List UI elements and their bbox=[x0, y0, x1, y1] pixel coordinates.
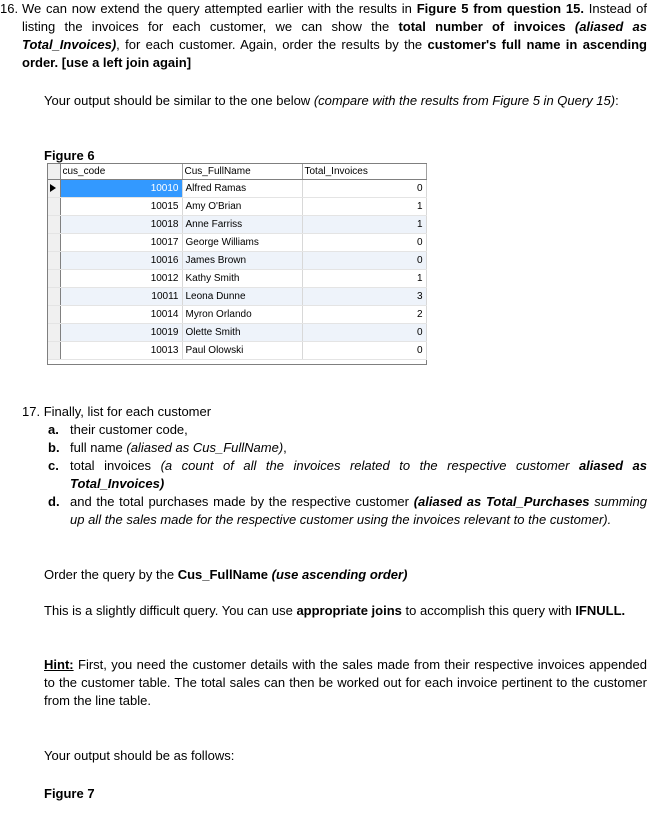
question-16-text: 16. We can now extend the query attempted earlier with the results in Figure 5 from question 15. Instead of listing the invoices for each customer, we can show the total number of invoices (aliased as Total_Invoices), for each customer. Again, order the results by the customer's full name in ascending order. [use a left join again] bbox=[0, 1, 647, 70]
cell-cus-fullname[interactable]: Paul Olowski bbox=[182, 342, 302, 360]
output-instruction: Your output should be similar to the one below (compare with the results from Figure 5 in Query 15): bbox=[44, 93, 619, 108]
table-row[interactable] bbox=[48, 306, 426, 324]
table-row[interactable] bbox=[48, 180, 426, 198]
cell-cus-code[interactable]: 10019 bbox=[60, 324, 182, 342]
cell-cus-fullname[interactable]: Leona Dunne bbox=[182, 288, 302, 306]
cell-total-invoices[interactable]: 0 bbox=[302, 234, 426, 252]
list-item-c: c. total invoices (a count of all the invoices related to the respective customer aliased as Total_Invoices) bbox=[48, 458, 648, 491]
cell-cus-fullname[interactable]: Alfred Ramas bbox=[182, 180, 302, 198]
row-selector[interactable] bbox=[48, 180, 60, 198]
difficulty-note: This is a slightly difficult query. You can use appropriate joins to accomplish this query with IFNULL. bbox=[44, 603, 626, 618]
table-row[interactable] bbox=[48, 234, 426, 252]
row-selector[interactable] bbox=[48, 288, 60, 306]
cell-cus-code[interactable]: 10014 bbox=[60, 306, 182, 324]
table-row[interactable] bbox=[48, 288, 426, 306]
table-row[interactable] bbox=[48, 270, 426, 288]
column-header-cus-code[interactable]: cus_code bbox=[60, 164, 182, 180]
list-item-d: d. and the total purchases made by the respective customer (aliased as Total_Purchases summing up all the sales made for the respective customer using the invoices relevant to the customer). bbox=[48, 494, 647, 527]
row-selector[interactable] bbox=[48, 234, 60, 252]
cell-cus-code[interactable]: 10010 bbox=[60, 180, 182, 198]
cell-cus-fullname[interactable]: George Williams bbox=[182, 234, 302, 252]
order-instruction: Order the query by the Cus_FullName (use ascending order) bbox=[44, 567, 408, 582]
list-item-a: a. their customer code, bbox=[48, 422, 188, 437]
cell-total-invoices[interactable]: 0 bbox=[302, 180, 426, 198]
row-selector[interactable] bbox=[48, 252, 60, 270]
cell-cus-fullname[interactable]: Kathy Smith bbox=[182, 270, 302, 288]
row-selector[interactable] bbox=[48, 324, 60, 342]
cell-total-invoices[interactable]: 1 bbox=[302, 198, 426, 216]
cell-cus-fullname[interactable]: Olette Smith bbox=[182, 324, 302, 342]
row-selector-header bbox=[48, 164, 60, 180]
cell-cus-fullname[interactable]: James Brown bbox=[182, 252, 302, 270]
question-17-number: 17. bbox=[22, 404, 41, 419]
cell-cus-code[interactable]: 10018 bbox=[60, 216, 182, 234]
hint-label: Hint: bbox=[44, 657, 74, 672]
question-17-intro: 17. Finally, list for each customer bbox=[22, 404, 212, 419]
cell-total-invoices[interactable]: 2 bbox=[302, 306, 426, 324]
table-row[interactable] bbox=[48, 324, 426, 342]
figure-7-label: Figure 7 bbox=[44, 786, 95, 801]
question-16-number: 16. bbox=[0, 1, 19, 16]
cell-cus-code[interactable]: 10016 bbox=[60, 252, 182, 270]
hint-paragraph: Hint: First, you need the customer details with the sales made from their respective invoices appended to the customer table. The total sales can then be worked out for each invoice pertinent to the customer from the line table. bbox=[44, 657, 647, 708]
column-header-total-invoices[interactable]: Total_Invoices bbox=[302, 164, 426, 180]
cell-cus-fullname[interactable]: Anne Farriss bbox=[182, 216, 302, 234]
table-row[interactable] bbox=[48, 342, 426, 360]
cell-cus-code[interactable]: 10013 bbox=[60, 342, 182, 360]
current-row-arrow-icon bbox=[50, 184, 56, 192]
cell-cus-code[interactable]: 10017 bbox=[60, 234, 182, 252]
row-selector[interactable] bbox=[48, 306, 60, 324]
cell-total-invoices[interactable]: 1 bbox=[302, 216, 426, 234]
column-header-cus-fullname[interactable]: Cus_FullName bbox=[182, 164, 302, 180]
table-row[interactable] bbox=[48, 216, 426, 234]
table-row[interactable] bbox=[48, 252, 426, 270]
row-selector[interactable] bbox=[48, 198, 60, 216]
figure-6-result-grid bbox=[47, 163, 427, 365]
table-row[interactable] bbox=[48, 198, 426, 216]
output-instruction-17: Your output should be as follows: bbox=[44, 748, 235, 763]
cell-cus-code[interactable]: 10012 bbox=[60, 270, 182, 288]
row-selector[interactable] bbox=[48, 216, 60, 234]
cell-cus-fullname[interactable]: Amy O'Brian bbox=[182, 198, 302, 216]
cell-total-invoices[interactable]: 0 bbox=[302, 342, 426, 360]
row-selector[interactable] bbox=[48, 270, 60, 288]
cell-total-invoices[interactable]: 0 bbox=[302, 324, 426, 342]
row-selector[interactable] bbox=[48, 342, 60, 360]
list-item-b: b. full name (aliased as Cus_FullName), bbox=[48, 440, 287, 455]
cell-total-invoices[interactable]: 3 bbox=[302, 288, 426, 306]
cell-cus-code[interactable]: 10015 bbox=[60, 198, 182, 216]
cell-total-invoices[interactable]: 1 bbox=[302, 270, 426, 288]
cell-cus-code[interactable]: 10011 bbox=[60, 288, 182, 306]
cell-total-invoices[interactable]: 0 bbox=[302, 252, 426, 270]
figure-6-label: Figure 6 bbox=[44, 148, 95, 163]
cell-cus-fullname[interactable]: Myron Orlando bbox=[182, 306, 302, 324]
